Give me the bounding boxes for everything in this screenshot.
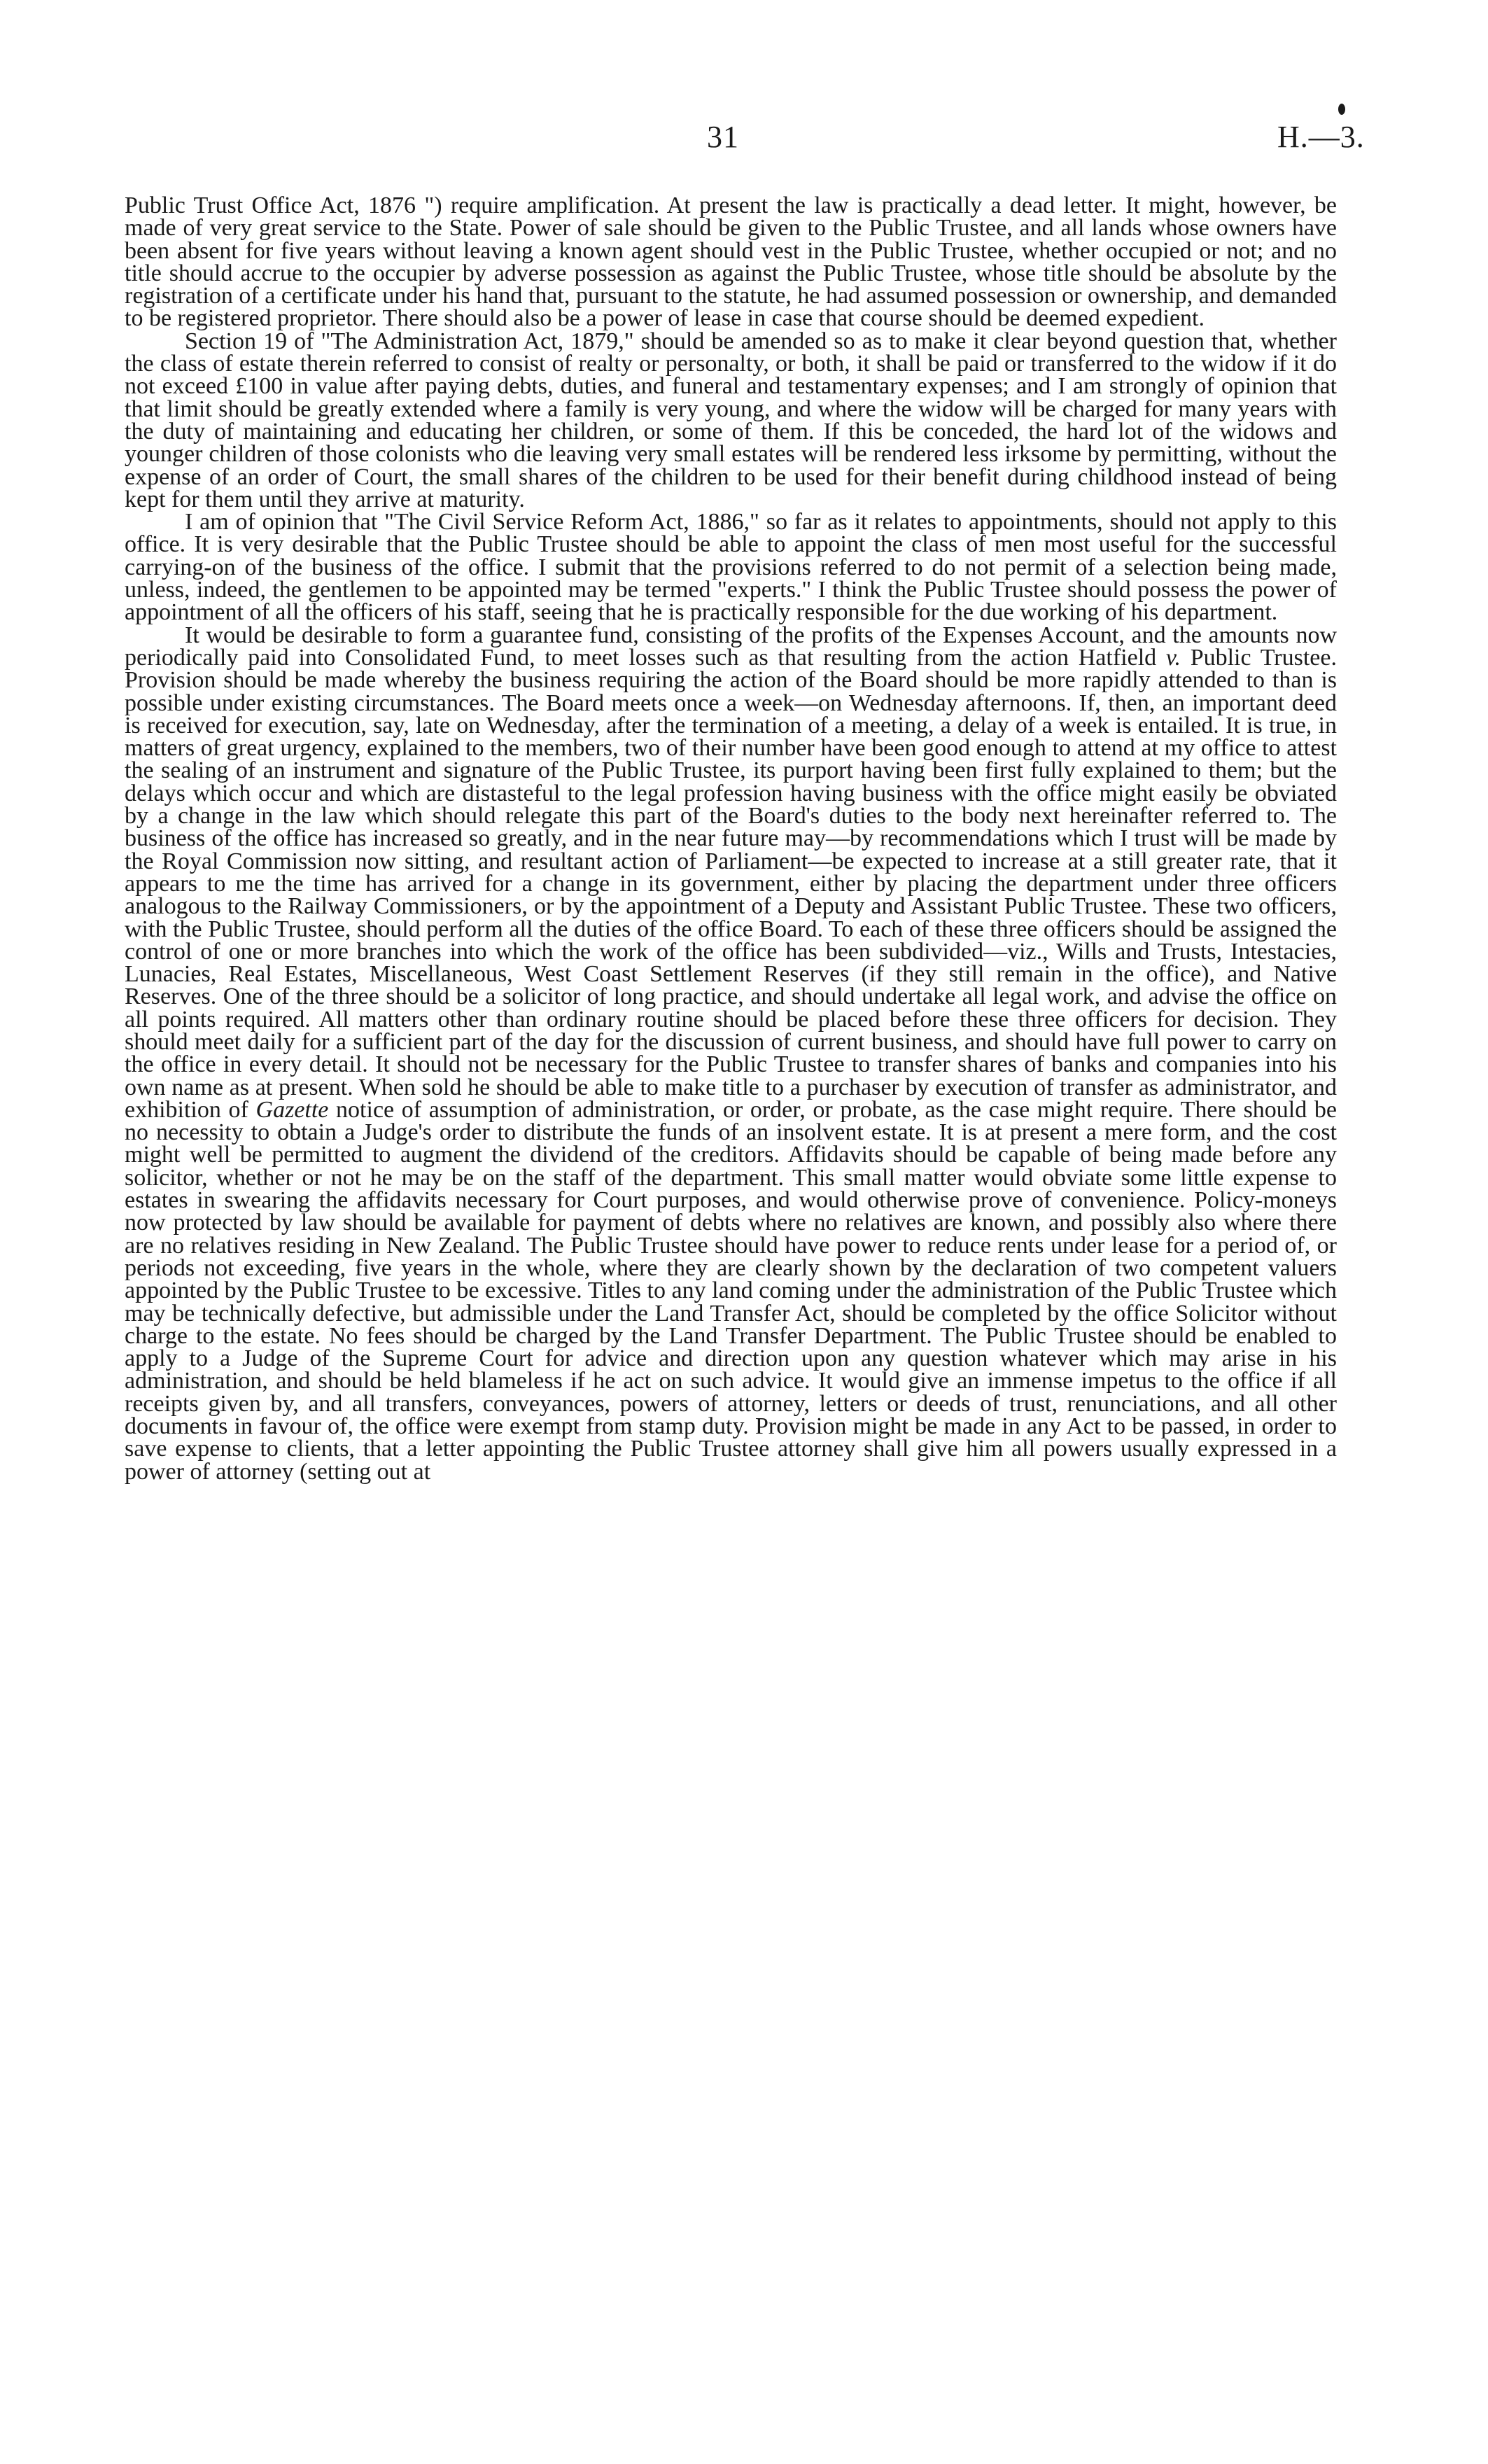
- italic-gazette: Gazette: [255, 1096, 329, 1123]
- page-number: 31: [707, 120, 739, 154]
- paragraph-4: [125, 624, 1337, 1483]
- paragraph-4-part-3: notice of assumption of administration, or order, or probate, as the case might require. There should be no necessity to obtain a Judge's order to distribute the funds of an insolvent estate. It is at present a mere form, and the cost might well be permitted to augment the dividend of the creditors. Affidavits should be capable of being made before any solicitor, whether or not he may be on the staff of the department. This small matter would obviate some little expense to estates in swearing the affidavits necessary for Court purposes, and would otherwise prove of convenience. Policy-moneys now protected by law should be available for payment of debts where no relatives are known, and possibly also where there are no relatives residing in New Zealand. The Public Trustee should have power to reduce rents under lease for a period of, or periods not exceeding, five years in the whole, where they are clearly shown by the declaration of two competent valuers appointed by the Public Trustee to be excessive. Titles to any land coming under the administration of the Public Trustee which may be technically defective, but admissible under the Land Transfer Act, should be completed by the office Solicitor without charge to the estate. No fees should be charged by the Land Transfer Department. The Public Trustee should be enabled to apply to a Judge of the Supreme Court for advice and direction upon any question whatever which may arise in his administration, and should be held blameless if he act on such advice. It would give an immense impetus to the office if all receipts given by, and all transfers, conveyances, powers of attorney, letters or deeds of trust, renunciations, and all other documents in favour of, the office were exempt from stamp duty. Provision might be made in any Act to be passed, in order to save expense to clients, that a letter appointing the Public Trustee attorney shall give him all powers usually expressed in a power of attorney (setting out at: [125, 1096, 1337, 1485]
- paragraph-4-part-2: Public Trustee. Provision should be made whereby the business requiring the action of the Board should be more rapidly attended to than is possible under existing circumstances. The Board meets once a week—on Wednesday afternoons. If, then, an important deed is received for execution, say, late on Wednesday, after the termination of a meeting, a delay of a week is entailed. It is true, in matters of great urgency, explained to the members, two of their number have been good enough to attend at my office to attest the sealing of an instrument and signature of the Public Trustee, its purport having been first fully explained to them; but the delays which occur and which are distasteful to the legal profession having business with the office might easily be obviated by a change in the law which should relegate this part of the Board's duties to the body next hereinafter referred to. The business of the office has increased so greatly, and in the near future may—by recommendations which I trust will be made by the Royal Commission now sitting, and resultant action of Parliament—be expected to increase at a still greater rate, that it appears to me the time has arrived for a change in its government, either by placing the department under three officers analogous to the Railway Commissioners, or by the appointment of a Deputy and Assistant Public Trustee. These two officers, with the Public Trustee, should perform all the duties of the office Board. To each of these three officers should be assigned the control of one or more branches into which the work of the office has been subdivided—viz., Wills and Trusts, Intestacies, Lunacies, Real Estates, Miscellaneous, West Coast Settlement Reserves (if they still remain in the office), and Native Reserves. One of the three should be a solicitor of long practice, and should undertake all legal work, and advise the office on all points required. All matters other than ordinary routine should be placed before these three officers for decision. They should meet daily for a sufficient part of the day for the discussion of current business, and should have full power to carry on the office in every detail. It should not be necessary for the Public Trustee to transfer shares of banks and companies into his own name as at present. When sold he should be able to make title to a purchaser by execution of transfer as administrator, and exhibition of: [125, 644, 1337, 1123]
- ink-mark: [1338, 104, 1345, 115]
- italic-versus: v.: [1165, 644, 1181, 671]
- document-reference: H.—3.: [1277, 120, 1365, 154]
- paragraph-2: Section 19 of "The Administration Act, 1879," should be amended so as to make it clear beyond question that, whether the class of estate therein referred to consist of realty or personalty, or both, it shall be paid or transferred to the widow if it do not exceed £100 in value after paying debts, duties, and funeral and testamentary expenses; and I am strongly of opinion that that limit should be greatly extended where a family is very young, and where the widow will be charged for many years with the duty of maintaining and educating her children, or some of them. If this be conceded, the hard lot of the widows and younger children of those colonists who die leaving very small estates will be rendered less irksome by permitting, without the expense of an order of Court, the small shares of the children to be used for their benefit during childhood instead of being kept for them until they arrive at maturity.: [125, 328, 1337, 512]
- paragraph-3: I am of opinion that "The Civil Service Reform Act, 1886," so far as it relates to appointments, should not apply to this office. It is very desirable that the Public Trustee should be able to appoint the class of men most useful for the successful carrying-on of the business of the office. I submit that the provisions referred to do not permit of a selection being made, unless, indeed, the gentlemen to be appointed may be termed "experts." I think the Public Trustee should possess the power of appointment of all the officers of his staff, seeing that he is practically responsible for the due working of his department.: [125, 509, 1337, 626]
- body-text: [125, 192, 1337, 1485]
- page-header: [0, 119, 1488, 161]
- paragraph-4-part-1: It would be desirable to form a guarantee fund, consisting of the profits of the Expenses Account, and the amounts now periodically paid into Consolidated Fund, to meet losses such as that resulting from the action Hatfield: [125, 622, 1337, 671]
- paragraph-1: Public Trust Office Act, 1876 ") require amplification. At present the law is practically a dead letter. It might, however, be made of very great service to the State. Power of sale should be given to the Public Trustee, and all lands whose owners have been absent for five years without leaving a known agent should vest in the Public Trustee, whether occupied or not; and no title should accrue to the occupier by adverse possession as against the Public Trustee, whose title should be absolute by the registration of a certificate under his hand that, pursuant to the statute, he had assumed possession or ownership, and demanded to be registered proprietor. There should also be a power of lease in case that course should be deemed expedient.: [125, 192, 1337, 332]
